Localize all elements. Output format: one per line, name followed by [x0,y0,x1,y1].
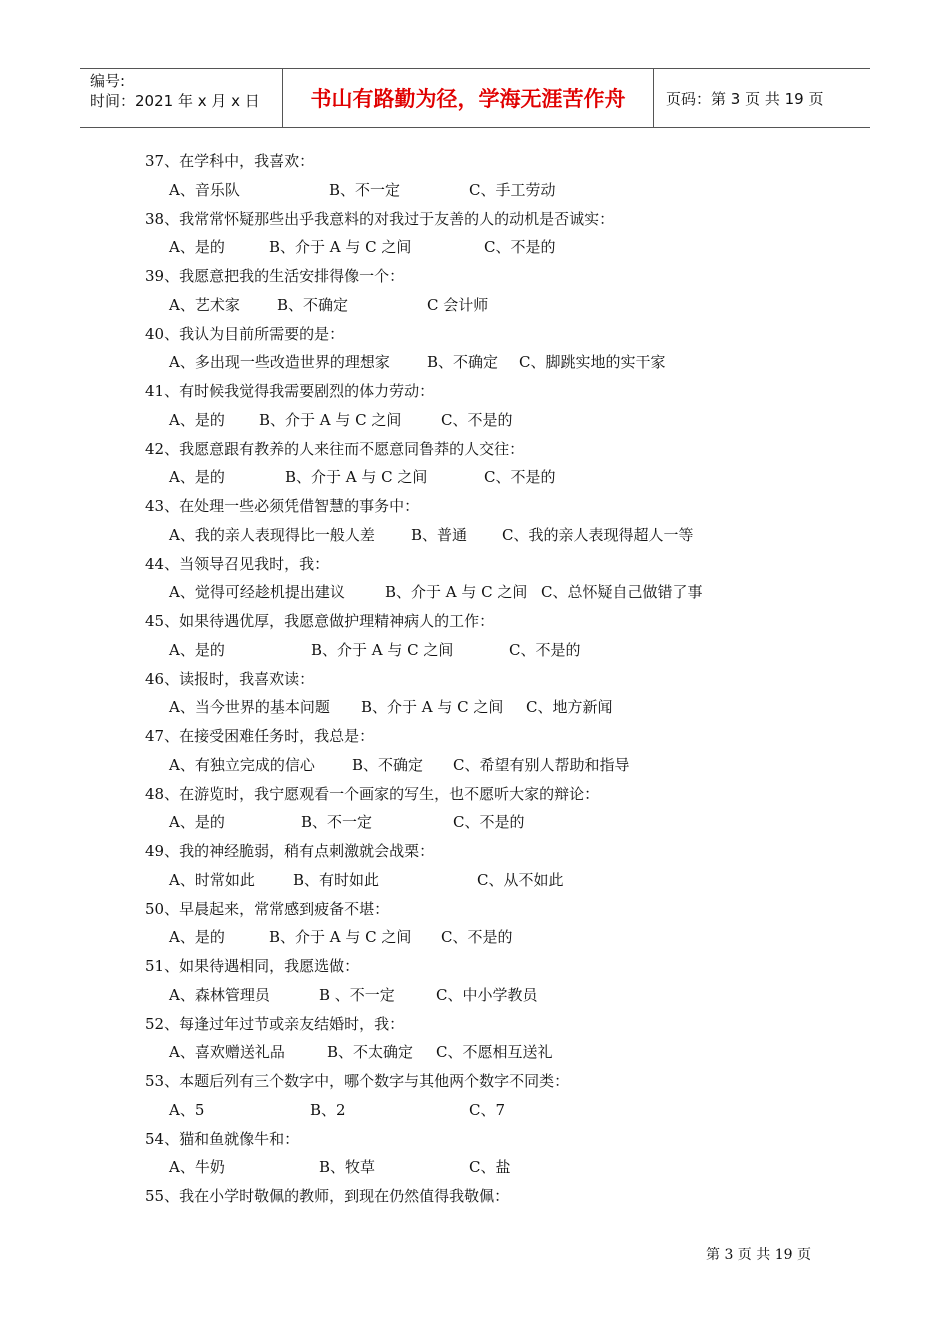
answer-option: A、森林管理员 [169,985,270,1004]
answer-option: A、我的亲人表现得比一般人差 [169,525,375,544]
answer-option: B、介于 A 与 C 之间 [269,928,412,947]
answer-option: A、是的 [169,238,225,257]
answer-option: C、不是的 [441,410,513,429]
answer-option: C、盐 [469,1158,511,1177]
answer-options [145,233,825,262]
question-text: 50、早晨起来，常常感到疲备不堪： [145,899,390,918]
answer-options [145,578,825,607]
answer-options [145,808,825,837]
question-text: 55、我在小学时敬佩的教师，到现在仍然值得我敬佩： [145,1187,510,1205]
answer-option: B、介于 A 与 C 之间 [311,640,454,659]
answer-options [145,176,825,205]
header-motto: 书山有路勤为径，学海无涯苦作舟 [282,69,654,127]
answer-option: C、不是的 [509,640,581,659]
answer-options [145,751,825,780]
answer-option: B、介于 A 与 C 之间 [285,468,428,487]
question-text: 41、有时候我觉得我需要剧烈的体力劳动： [145,382,435,400]
answer-option: B、介于 A 与 C 之间 [269,238,412,257]
question-text: 51、如果待遇相同，我愿选做： [145,957,360,975]
answer-option: C 会计师 [427,295,489,314]
answer-option: B、不太确定 [327,1043,414,1062]
question-text: 45、如果待遇优厚，我愿意做护理精神病人的工作： [145,612,495,630]
answer-options [145,693,825,722]
question-text: 47、在接受困难任务时，我总是： [145,727,375,745]
question-text: 49、我的神经脆弱，稍有点刺激就会战栗： [145,842,435,860]
answer-options [145,521,825,550]
answer-option: C、总怀疑自己做错了事 [541,583,703,602]
question-text: 38、我常常怀疑那些出乎我意料的对我过于友善的人的动机是否诚实： [145,209,615,228]
question-text: 46、读报时，我喜欢读： [145,669,315,688]
questionnaire-body [145,147,825,1211]
answer-option: B、不确定 [277,295,349,314]
answer-options [145,1153,825,1182]
answer-options [145,981,825,1010]
answer-options [145,406,825,435]
answer-option: B、不确定 [427,353,499,372]
question-text: 53、本题后列有三个数字中，哪个数字与其他两个数字不同类： [145,1072,570,1090]
answer-options [145,923,825,952]
answer-option: C、7 [469,1100,506,1119]
answer-option: A、是的 [169,813,225,832]
header-page-number: 页码：第 3 页 共 19 页 [666,89,824,108]
answer-option: A、音乐队 [169,180,240,199]
answer-option: B 、不一定 [319,985,395,1004]
answer-option: C、不是的 [484,468,556,487]
answer-options [145,348,825,377]
answer-option: A、艺术家 [169,295,240,314]
question-text: 52、每逢过年过节或亲友结婚时，我： [145,1014,405,1033]
answer-option: A、是的 [169,410,225,429]
answer-option: C、手工劳动 [469,180,556,199]
answer-option: C、中小学教员 [436,985,538,1004]
question-text: 44、当领导召见我时，我： [145,554,330,573]
answer-options [145,463,825,492]
question-text: 54、猫和鱼就像牛和： [145,1129,300,1148]
answer-option: B、牧草 [319,1158,376,1177]
answer-option: A、是的 [169,928,225,947]
answer-option: C、我的亲人表现得超人一等 [502,525,694,544]
page-header [80,68,870,128]
question-text: 39、我愿意把我的生活安排得像一个： [145,267,405,285]
document-number-label: 编号: [90,72,126,90]
answer-options [145,291,825,320]
question-text: 40、我认为目前所需要的是： [145,324,345,343]
answer-option: A、有独立完成的信心 [169,755,315,774]
answer-option: A、是的 [169,468,225,487]
answer-options [145,1038,825,1067]
answer-option: B、普通 [411,525,468,544]
answer-option: C、不是的 [484,238,556,257]
answer-option: C、不愿相互送礼 [436,1043,553,1062]
answer-options [145,866,825,895]
answer-option: A、当今世界的基本问题 [169,698,330,717]
answer-option: C、脚跳实地的实干家 [519,353,666,372]
answer-option: B、介于 A 与 C 之间 [385,583,528,602]
answer-option: A、多出现一些改造世界的理想家 [169,353,390,372]
document-date-label: 时间：2021 年 x 月 x 日 [90,92,260,110]
answer-option: C、地方新闻 [526,698,613,717]
answer-option: A、时常如此 [169,870,255,889]
answer-options [145,636,825,665]
answer-option: B、介于 A 与 C 之间 [361,698,504,717]
answer-option: A、喜欢赠送礼品 [169,1043,285,1062]
question-text: 43、在处理一些必须凭借智慧的事务中： [145,497,420,515]
question-text: 42、我愿意跟有教养的人来往而不愿意同鲁莽的人交往： [145,439,525,458]
answer-option: B、2 [310,1100,346,1119]
answer-option: C、从不如此 [477,870,564,889]
answer-option: B、介于 A 与 C 之间 [259,410,402,429]
answer-option: A、牛奶 [169,1158,225,1177]
answer-option: C、不是的 [453,813,525,832]
footer-page-number: 第 3 页 共 19 页 [706,1247,811,1263]
answer-option: C、希望有别人帮助和指导 [453,755,630,774]
answer-option: B、不一定 [329,180,401,199]
answer-option: A、觉得可经趁机提出建议 [169,583,345,602]
answer-option: B、不一定 [301,813,373,832]
answer-option: A、是的 [169,640,225,659]
answer-options [145,1096,825,1125]
answer-option: B、不确定 [352,755,424,774]
question-text: 37、在学科中，我喜欢： [145,152,315,170]
answer-option: C、不是的 [441,928,513,947]
question-text: 48、在游览时，我宁愿观看一个画家的写生，也不愿听大家的辩论： [145,784,600,803]
answer-option: B、有时如此 [293,870,380,889]
header-meta [80,69,282,127]
answer-option: A、5 [169,1100,205,1119]
